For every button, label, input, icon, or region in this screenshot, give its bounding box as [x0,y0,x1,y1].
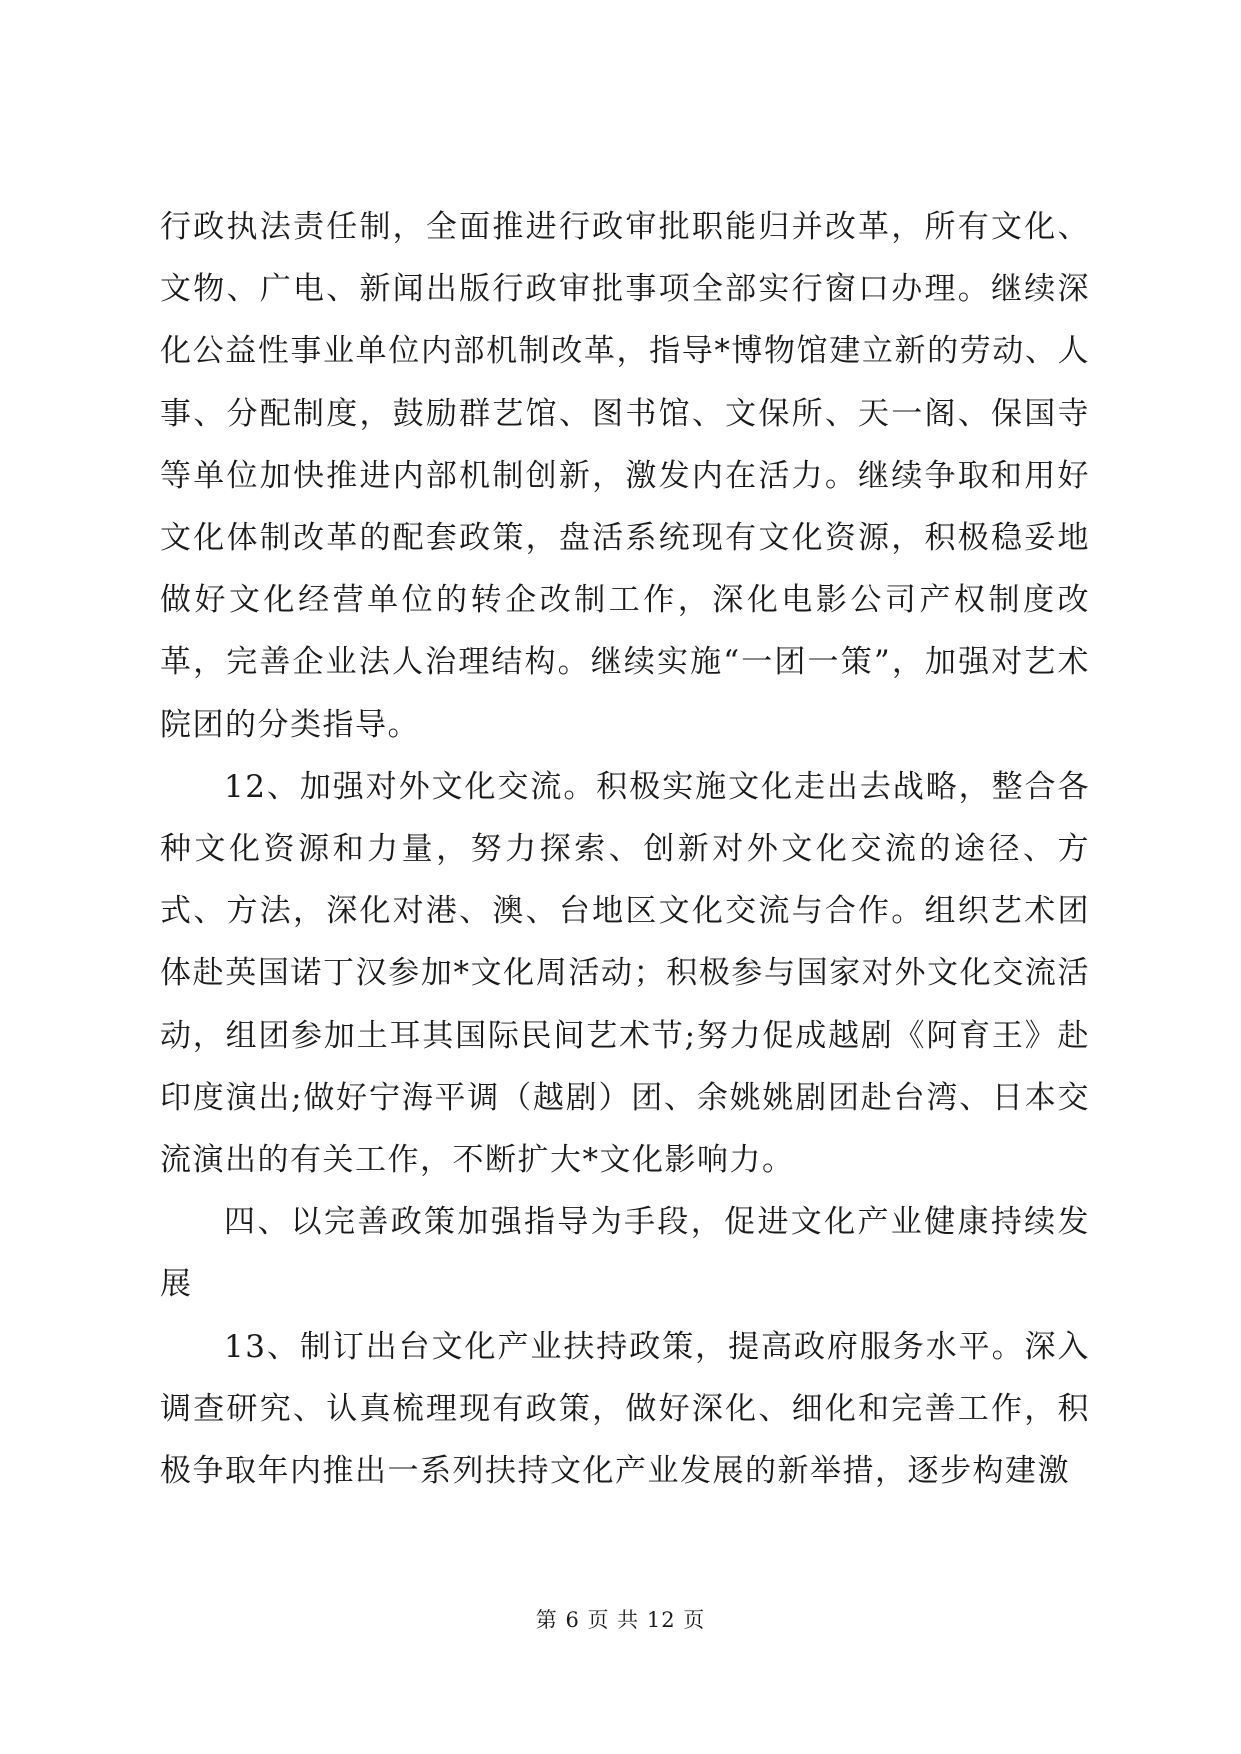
paragraph-continuation: 行政执法责任制，全面推进行政审批职能归并改革，所有文化、文物、广电、新闻出版行政审批事项全部实行窗口办理。继续深化公益性事业单位内部机制改革，指导*博物馆建立新的劳动、人事、分配制度，鼓励群艺馆、图书馆、文保所、天一阁、保国寺等单位加快推进内部机制创新，激发内在活力。继续争取和用好文化体制改革的配套政策，盘活系统现有文化资源，积极稳妥地做好文化经营单位的转企改制工作，深化电影公司产权制度改革，完善企业法人治理结构。继续实施“一团一策”，加强对艺术院团的分类指导。 [160,209,1090,743]
paragraph-item-13: 13、制订出台文化产业扶持政策，提高政府服务水平。深入调查研究、认真梳理现有政策，做好深化、细化和完善工作，积极争取年内推出一系列扶持文化产业发展的新举措，逐步构建激 [160,1328,1090,1490]
paragraph-item-12: 12、加强对外文化交流。积极实施文化走出去战略，整合各种文化资源和力量，努力探索、创新对外文化交流的途径、方式、方法，深化对港、澳、台地区文化交流与合作。组织艺术团体赴英国诺丁汉参加*文化周活动；积极参与国家对外文化交流活动，组团参加土耳其国际民间艺术节;努力促成越剧《阿育王》赴印度演出;做好宁海平调（越剧）团、余姚姚剧团赴台湾、日本交流演出的有关工作，不断扩大*文化影响力。 [160,768,1090,1179]
document-body [160,196,1090,1502]
section-heading-4: 四、以完善政策加强指导为手段，促进文化产业健康持续发展 [160,1204,1090,1303]
page-number-footer: 第 6 页 共 12 页 [535,1608,706,1632]
